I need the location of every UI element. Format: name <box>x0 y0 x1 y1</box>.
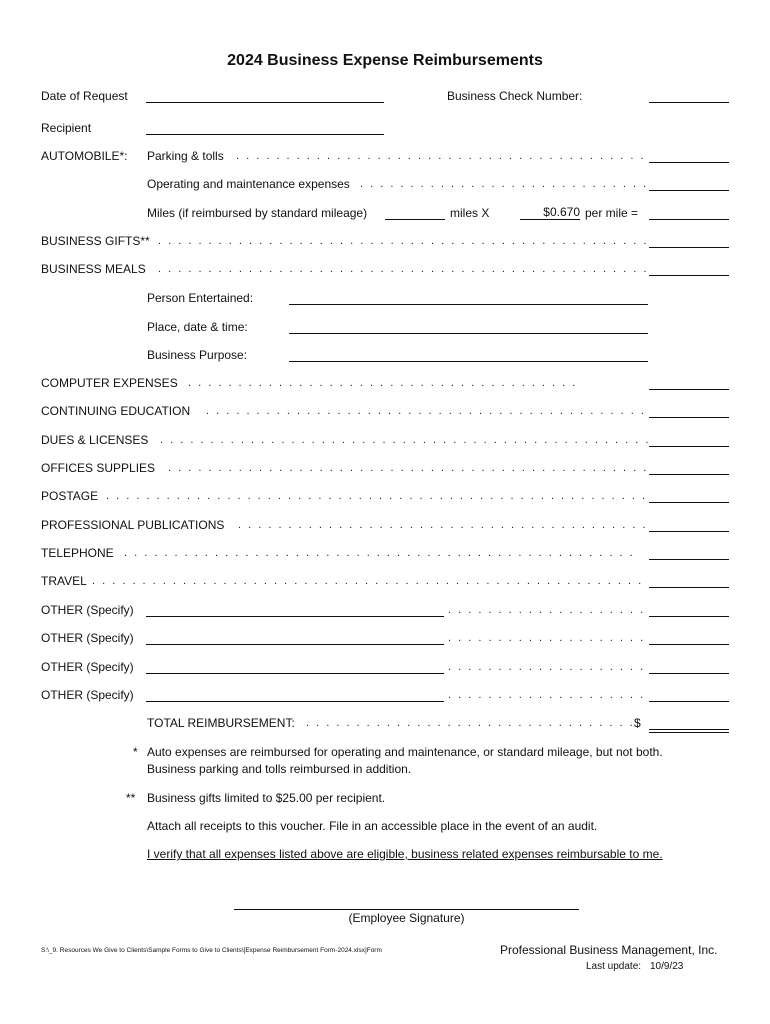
dot-leader <box>124 547 640 559</box>
auto-note-marker: * <box>133 745 138 759</box>
other-specify-label: OTHER (Specify) <box>41 688 134 702</box>
person-entertained-field[interactable] <box>289 304 648 305</box>
other-specify-field[interactable] <box>146 644 444 645</box>
last-update-label: Last update: <box>586 961 642 972</box>
category-label: TRAVEL <box>41 574 87 588</box>
total-reimbursement-label: TOTAL REIMBURSEMENT: <box>147 716 295 730</box>
other-amount-field[interactable] <box>649 673 729 674</box>
category-amount-field[interactable] <box>649 389 729 390</box>
total-reimbursement-field[interactable] <box>649 729 729 730</box>
category-amount-field[interactable] <box>649 531 729 532</box>
category-amount-field[interactable] <box>649 559 729 560</box>
per-mile-label: per mile = <box>585 206 639 220</box>
other-amount-field[interactable] <box>649 616 729 617</box>
place-date-time-field[interactable] <box>289 333 648 334</box>
dot-leader <box>448 661 648 673</box>
business-meals-label: BUSINESS MEALS <box>41 262 146 276</box>
last-update-date: 10/9/23 <box>650 961 684 972</box>
other-specify-field[interactable] <box>146 673 444 674</box>
business-meals-amount-field[interactable] <box>649 275 729 276</box>
category-amount-field[interactable] <box>649 587 729 588</box>
other-specify-label: OTHER (Specify) <box>41 631 134 645</box>
dot-leader <box>448 632 648 644</box>
other-amount-field[interactable] <box>649 701 729 702</box>
operating-expenses-amount-field[interactable] <box>649 190 729 191</box>
category-amount-field[interactable] <box>649 502 729 503</box>
dot-leader <box>360 178 648 190</box>
mileage-rate: $0.670 <box>520 206 580 220</box>
parking-tolls-label: Parking & tolls <box>147 149 224 163</box>
verification-statement: I verify that all expenses listed above are eligible, business related expenses reimbursable to me. <box>147 847 663 861</box>
employee-signature-field[interactable] <box>234 909 579 910</box>
business-gifts-amount-field[interactable] <box>649 247 729 248</box>
category-amount-field[interactable] <box>649 446 729 447</box>
other-specify-field[interactable] <box>146 616 444 617</box>
auto-note-line-2: Business parking and tolls reimbursed in addition. <box>147 762 412 776</box>
dot-leader <box>188 377 580 389</box>
employee-signature-label: (Employee Signature) <box>348 911 465 925</box>
attach-receipts-note: Attach all receipts to this voucher. File in an accessible place in the event of an audit. <box>147 819 598 833</box>
category-amount-field[interactable] <box>649 417 729 418</box>
category-amount-field[interactable] <box>649 474 729 475</box>
business-purpose-field[interactable] <box>289 361 648 362</box>
date-of-request-label: Date of Request <box>41 89 128 103</box>
other-specify-label: OTHER (Specify) <box>41 603 134 617</box>
dot-leader <box>448 689 648 701</box>
business-gifts-label: BUSINESS GIFTS** <box>41 234 150 248</box>
dot-leader <box>238 519 648 531</box>
dot-leader <box>306 717 634 729</box>
miles-x-label: miles X <box>450 206 490 220</box>
total-dollar-sign: $ <box>634 716 641 730</box>
auto-note-line-1: Auto expenses are reimbursed for operating and maintenance, or standard mileage, but not both. <box>147 745 663 759</box>
person-entertained-label: Person Entertained: <box>147 291 254 305</box>
business-purpose-label: Business Purpose: <box>147 348 248 362</box>
business-check-number-label: Business Check Number: <box>447 89 583 103</box>
other-specify-label: OTHER (Specify) <box>41 660 134 674</box>
miles-field[interactable] <box>385 219 445 220</box>
business-check-number-field[interactable] <box>649 102 729 103</box>
category-label: TELEPHONE <box>41 546 114 560</box>
parking-tolls-amount-field[interactable] <box>649 162 729 163</box>
dot-leader <box>92 575 648 587</box>
category-label: OFFICES SUPPLIES <box>41 461 156 475</box>
other-amount-field[interactable] <box>649 644 729 645</box>
dot-leader <box>448 604 648 616</box>
dot-leader <box>160 434 648 446</box>
miles-label: Miles (if reimbursed by standard mileage) <box>147 206 368 220</box>
gift-note: Business gifts limited to $25.00 per recipient. <box>147 791 386 805</box>
file-path: S:\_9. Resources We Give to Clients\Sample Forms to Give to Clients\[Expense Reimbursement Form-2024.xlsx]Form <box>41 947 382 954</box>
gift-note-marker: ** <box>126 791 136 805</box>
dot-leader <box>206 405 648 417</box>
place-date-time-label: Place, date & time: <box>147 320 248 334</box>
company-name: Professional Business Management, Inc. <box>500 943 718 957</box>
recipient-label: Recipient <box>41 121 92 135</box>
other-specify-field[interactable] <box>146 701 444 702</box>
automobile-label: AUTOMOBILE*: <box>41 149 128 163</box>
dot-leader <box>106 490 648 502</box>
operating-expenses-label: Operating and maintenance expenses <box>147 177 350 191</box>
category-label: DUES & LICENSES <box>41 433 149 447</box>
recipient-field[interactable] <box>146 134 384 135</box>
dot-leader <box>158 235 648 247</box>
category-label: COMPUTER EXPENSES <box>41 376 178 390</box>
category-label: POSTAGE <box>41 489 99 503</box>
dot-leader <box>168 462 648 474</box>
total-double-underline <box>649 732 729 733</box>
mileage-amount-field[interactable] <box>649 219 729 220</box>
category-label: CONTINUING EDUCATION <box>41 404 191 418</box>
date-of-request-field[interactable] <box>146 102 384 103</box>
category-label: PROFESSIONAL PUBLICATIONS <box>41 518 225 532</box>
dot-leader <box>236 150 648 162</box>
page-title: 2024 Business Expense Reimbursements <box>227 52 543 69</box>
dot-leader <box>158 263 648 275</box>
